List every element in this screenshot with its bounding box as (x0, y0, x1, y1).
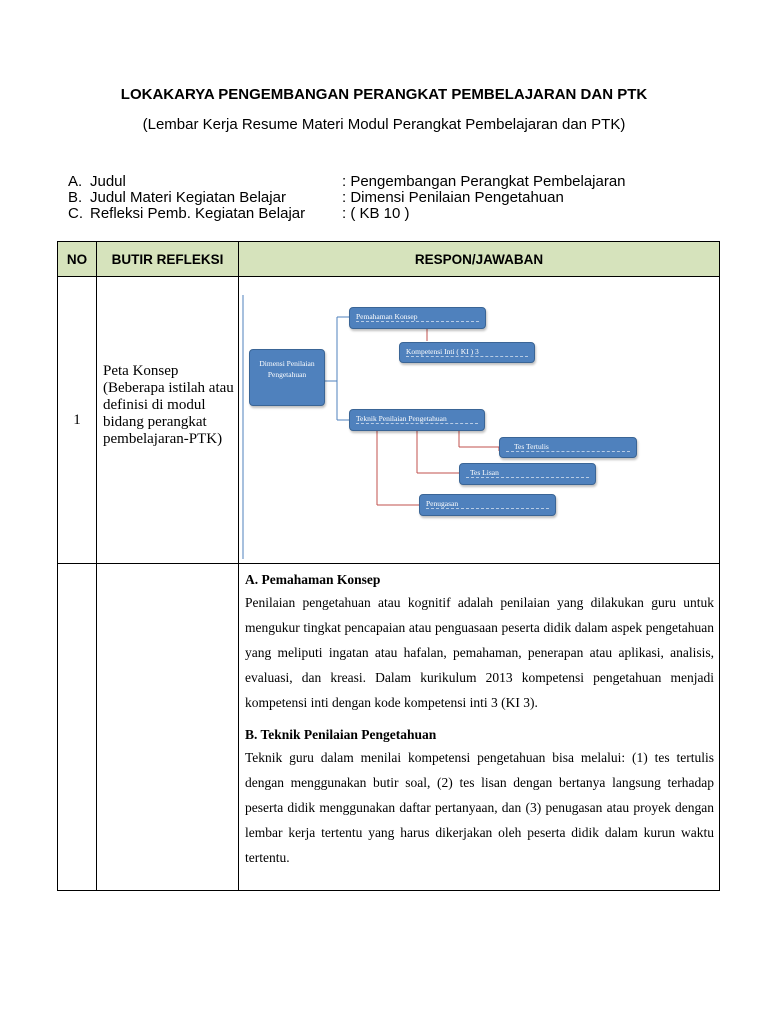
row-number: 1 (58, 277, 97, 564)
concept-node-label: Pemahaman Konsep (356, 308, 479, 322)
concept-node-label: Kompetensi Inti ( KI ) 3 (406, 343, 528, 357)
butir-cell-empty (97, 564, 239, 891)
concept-node-label: Tes Lisan (466, 464, 589, 478)
concept-node-tes-tertulis (499, 437, 637, 458)
meta-label: Refleksi Pemb. Kegiatan Belajar (90, 205, 306, 222)
answer-heading-a: A. Pemahaman Konsep (245, 572, 381, 587)
meta-letter: C. (68, 205, 83, 222)
header-respon: RESPON/JAWABAN (239, 242, 720, 277)
header-no: NO (58, 242, 97, 277)
row-number-empty (58, 564, 97, 891)
meta-letter: A. (68, 173, 83, 190)
concept-node-label: Teknik Penilaian Pengetahuan (356, 410, 478, 424)
meta-letter: B. (68, 189, 83, 206)
table-header-row (58, 242, 720, 277)
concept-node-penugasan (419, 494, 556, 516)
meta-row-judul-materi (68, 190, 626, 206)
concept-root-label: Dimensi Penilaian Pengetahuan (259, 359, 315, 379)
concept-node-pemahaman (349, 307, 486, 329)
answer-paragraph-b: Teknik guru dalam menilai kompetensi pengetahuan bisa melalui: (1) tes tertulis dengan menggunakan butir soal, (2) tes lisan dengan bertanya langsung terhadap peserta didik menggunakan daftar pertanyaan, dan (3) penugasan atau proyek dengan lembar kerja tertentu yang harus dikerjakan oleh peserta didik dalam kurun waktu tertentu. (245, 750, 714, 865)
answer-cell (239, 564, 720, 891)
table-row (58, 277, 720, 564)
concept-node-label: Penugasan (426, 495, 549, 509)
concept-map-cell (239, 277, 720, 564)
answer-paragraph-a: Penilaian pengetahuan atau kognitif adalah penilaian yang dilakukan guru untuk mengukur tingkat pencapaian atau penguasaan peserta didik dalam aspek pengetahuan yang meliputi ingatan atau hafalan, pemahaman, penerapan atau aplikasi, analisis, evaluasi, dan kreasi. Dalam kurikulum 2013 kompetensi pengetahuan menjadi kompetensi inti dengan kode kompetensi inti 3 (KI 3). (245, 595, 714, 710)
concept-root-node (249, 349, 325, 406)
meta-value: : Pengembangan Perangkat Pembelajaran (342, 173, 626, 190)
meta-info (68, 174, 626, 222)
page-title: LOKAKARYA PENGEMBANGAN PERANGKAT PEMBELAJARAN DAN PTK (120, 86, 648, 103)
answer-heading-b: B. Teknik Penilaian Pengetahuan (245, 727, 437, 742)
concept-node-label: Tes Tertulis (506, 438, 630, 452)
table-row (58, 564, 720, 891)
butir-text: Peta Konsep (Beberapa istilah atau definisi di modul bidang perangkat pembelajaran-PTK) (103, 363, 234, 447)
header-butir: BUTIR REFLEKSI (97, 242, 239, 277)
concept-node-kompetensi (399, 342, 535, 363)
page-subtitle: (Lembar Kerja Resume Materi Modul Perangkat Pembelajaran dan PTK) (142, 116, 626, 133)
meta-label: Judul Materi Kegiatan Belajar (90, 189, 286, 206)
concept-node-tes-lisan (459, 463, 596, 485)
meta-label: Judul (90, 173, 126, 190)
meta-value: : ( KB 10 ) (342, 205, 410, 222)
concept-node-teknik (349, 409, 485, 431)
meta-value: : Dimensi Penilaian Pengetahuan (342, 189, 564, 206)
reflection-table (57, 241, 720, 891)
butir-cell (97, 277, 239, 564)
meta-row-judul (68, 174, 626, 190)
meta-row-refleksi (68, 206, 626, 222)
